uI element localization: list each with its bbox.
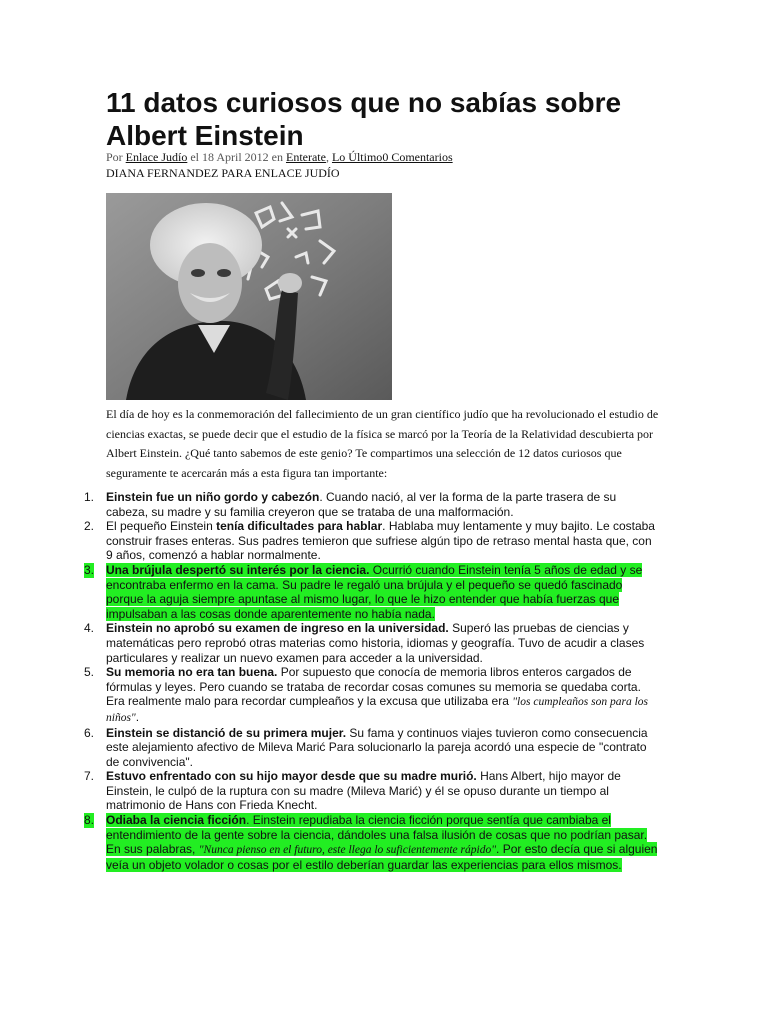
fact-heading: Einstein fue un niño gordo y cabezón bbox=[106, 490, 320, 504]
einstein-photo bbox=[106, 193, 392, 400]
list-number: 2. bbox=[84, 519, 95, 534]
highlighted-text bbox=[106, 813, 657, 872]
fact-text: . Hablaba muy lentamente y muy bajito. Le costaba construir frases enteras. Sus padres temieron que sufriese algún tipo de retraso mental hasta que, con 9 años, comenzó a hablar normalmente. bbox=[106, 519, 655, 563]
fact-heading: Estuvo enfrentado con su hijo mayor desde que su madre murió. bbox=[106, 769, 477, 784]
fact-text: Hans Albert, hijo mayor de Einstein, le culpó de la ruptura con su madre (Mileva Marić) y él se opuso durante un tiempo al matrimonio de Hans con Frieda Knecht. bbox=[106, 769, 621, 813]
fact-text: . Cuando nació, al ver la forma de la parte trasera de su cabeza, su madre y su familia creyeron que se trataba de una malformación. bbox=[106, 490, 617, 519]
meta-por: Por bbox=[106, 150, 123, 164]
article-title: 11 datos curiosos que no sabías sobre Albert Einstein bbox=[106, 87, 622, 151]
fact-heading: Einstein no aprobó su examen de ingreso en la universidad. bbox=[106, 621, 449, 636]
highlighted-text bbox=[106, 563, 642, 621]
list-number: 4. bbox=[84, 621, 95, 636]
list-number: 8. bbox=[84, 813, 95, 828]
author-link[interactable]: Enlace Judío bbox=[125, 150, 188, 164]
list-item bbox=[80, 665, 660, 725]
category-link-lo-ultimo[interactable] bbox=[332, 150, 453, 164]
fact-text: Su fama y continuos viajes tuvieron como consecuencia este alejamiento afectivo de Mileva Marić Para solucionarlo la pareja acordó una especie de "contrato de convivencia". bbox=[106, 725, 648, 769]
list-item bbox=[80, 726, 660, 770]
list-number: 7. bbox=[84, 769, 95, 784]
list-item bbox=[80, 490, 660, 519]
fact-text: Por supuesto que conocía de memoria libros enteros cargados de fórmulas y leyes. Pero cuando se trataba de recordar cosas comunes su memoria se quedaba corta. Era realmente malo para recordar cumpleaños y la excusa que utilizaba era bbox=[106, 665, 641, 709]
article-intro: El día de hoy es la conmemoración del fallecimiento de un gran científico judío que ha revolucionado el estudio de ciencias exactas, se puede decir que el estudio de la física se marcó por la Teoría de la Relatividad descubierta por Albert Einstein. ¿Qué tanto sabemos de este genio? Te compartimos una selección de 12 datos curiosos que seguramente te acercarán más a esta figura tan importante: bbox=[106, 407, 659, 480]
fact-text: Superó las pruebas de ciencias y matemáticas pero reprobó otras materias como historia, idiomas y geografía. Tuvo de acudir a clases particulares y realizar un nuevo examen para acceder a la universidad. bbox=[106, 621, 645, 665]
list-number: 6. bbox=[84, 725, 95, 740]
list-item bbox=[80, 621, 660, 665]
fact-heading: Su memoria no era tan buena. bbox=[106, 665, 278, 680]
list-item bbox=[80, 769, 660, 813]
list-item bbox=[80, 519, 660, 563]
fact-heading: Una brújula despertó su interés por la ciencia. bbox=[106, 562, 370, 577]
fact-text: Ocurrió cuando Einstein tenía 5 años de edad y se encontraba enfermo en la cama. Su padre le regaló una brújula y el pequeño se quedó fascinado porque la aguja siempre apuntase al mismo lugar, lo que le hizo entender que había fuerzas que impulsaban a las cosas donde aparentemente no había nada. bbox=[106, 562, 643, 621]
fact-quote: "los cumpleaños son para los niños" bbox=[106, 696, 649, 724]
fact-heading: Einstein se distanció de su primera mujer. bbox=[106, 725, 347, 740]
article-byline: DIANA FERNANDEZ PARA ENLACE JUDÍO bbox=[106, 166, 340, 180]
fact-text: . Einstein repudiaba la ciencia ficción porque sentía que cambiaba el entendimiento de la gente sobre la ciencia, dándoles una falsa ilusión de cosas que no podrían pasar. En sus palabras, bbox=[106, 813, 648, 857]
fact-prefix: El pequeño Einstein bbox=[106, 519, 217, 534]
meta-separator: , bbox=[325, 150, 329, 164]
list-item bbox=[80, 813, 660, 872]
list-number: 1. bbox=[84, 490, 95, 504]
category-link-enterate[interactable]: Enterate bbox=[285, 150, 326, 164]
meta-date: el 18 April 2012 en bbox=[190, 150, 283, 164]
fact-heading: tenía dificultades para hablar bbox=[216, 519, 383, 534]
facts-list bbox=[80, 490, 660, 872]
fact-tail: . Por esto decía que si alguien veía un objeto volador o cosas por el estilo deberían guardar las experiencias para ellos mismos. bbox=[106, 842, 658, 872]
list-item bbox=[80, 563, 660, 621]
fact-tail: . bbox=[135, 709, 140, 724]
list-number: 3. bbox=[84, 562, 95, 577]
list-number: 5. bbox=[84, 665, 95, 680]
comments-count: 0 Comentarios bbox=[382, 150, 453, 164]
article-meta bbox=[106, 150, 453, 165]
category-label: Lo Último bbox=[331, 150, 383, 164]
fact-heading: Odiaba la ciencia ficción bbox=[106, 813, 247, 828]
fact-quote: "Nunca pienso en el futuro, este llega lo suficientemente rápido" bbox=[198, 844, 497, 857]
